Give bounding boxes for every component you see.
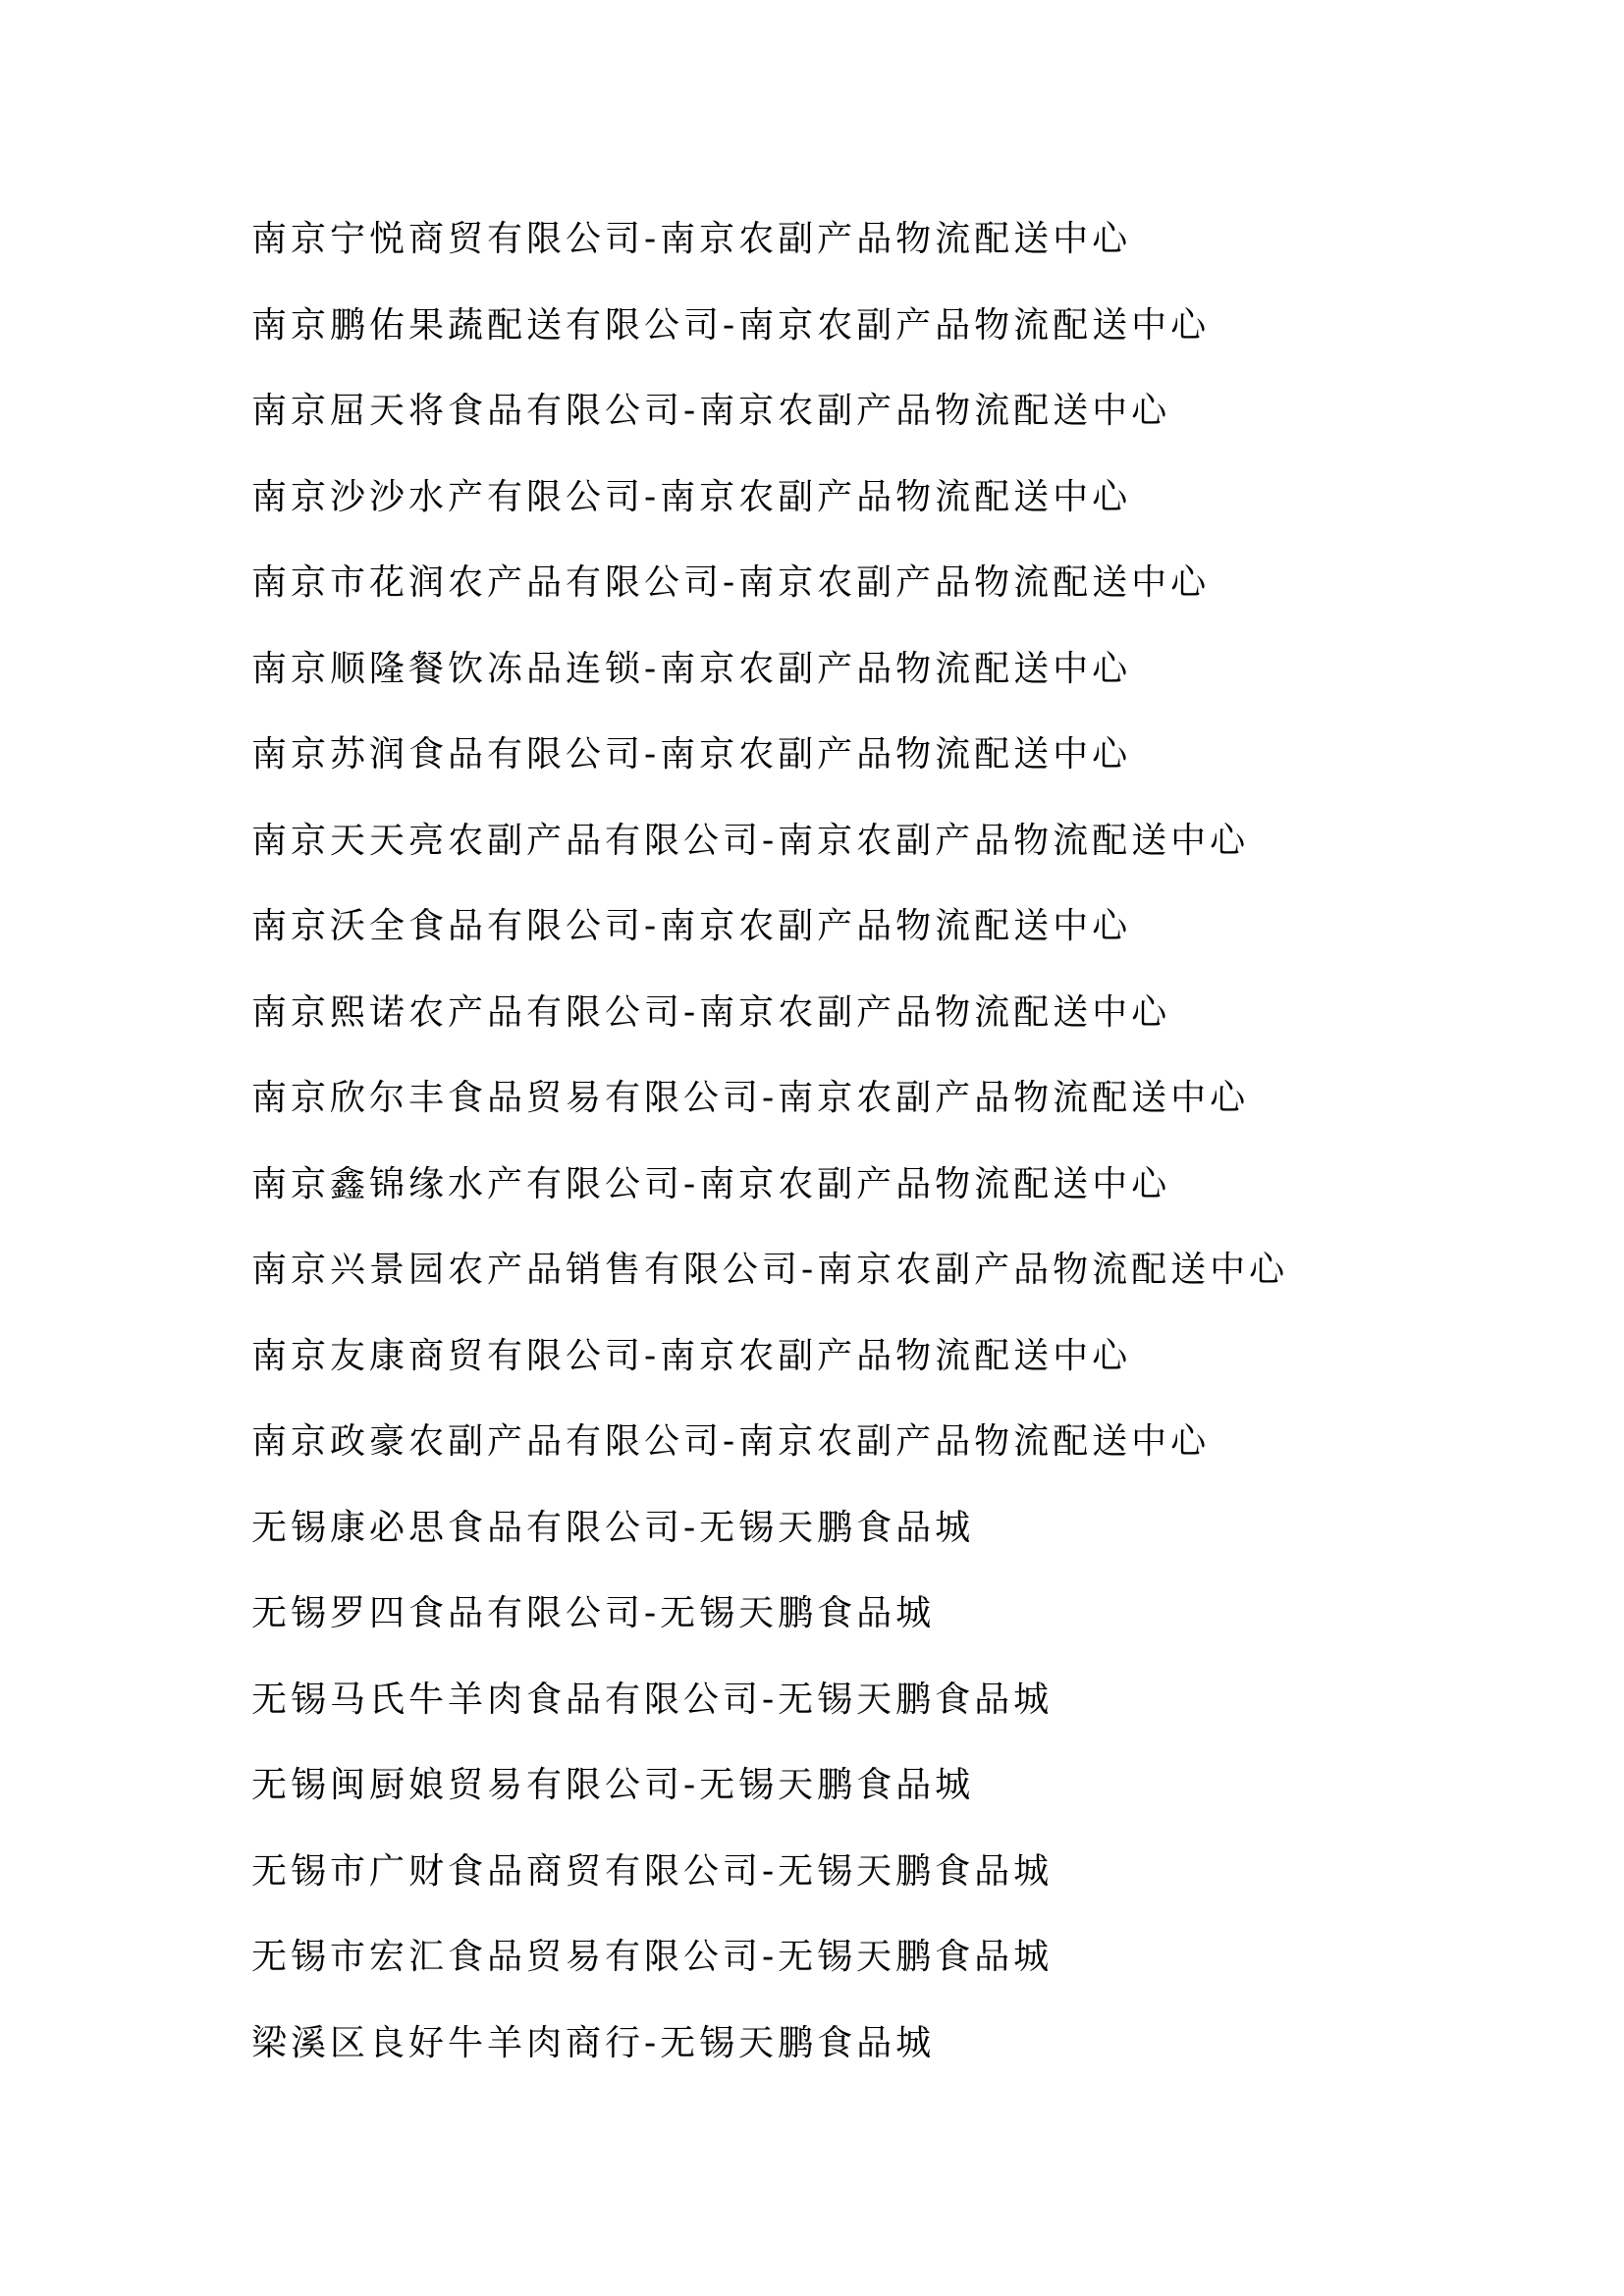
- list-item: 南京欣尔丰食品贸易有限公司-南京农副产品物流配送中心: [251, 1078, 1250, 1118]
- list-item: 无锡市广财食品商贸有限公司-无锡天鹏食品城: [251, 1850, 1054, 1892]
- list-item: 无锡康必思食品有限公司-无锡天鹏食品城: [251, 1507, 975, 1548]
- list-item: 无锡罗四食品有限公司-无锡天鹏食品城: [251, 1593, 936, 1633]
- list-item: 南京鹏佑果蔬配送有限公司-南京农副产品物流配送中心: [251, 304, 1211, 346]
- list-item: 南京沃全食品有限公司-南京农副产品物流配送中心: [251, 906, 1132, 946]
- list-item: 南京鑫锦缘水产有限公司-南京农副产品物流配送中心: [251, 1163, 1171, 1204]
- list-item: 无锡闽厨娘贸易有限公司-无锡天鹏食品城: [251, 1765, 975, 1805]
- list-item: 南京天天亮农副产品有限公司-南京农副产品物流配送中心: [251, 820, 1250, 861]
- list-item: 南京宁悦商贸有限公司-南京农副产品物流配送中心: [251, 219, 1132, 259]
- list-item: 南京友康商贸有限公司-南京农副产品物流配送中心: [251, 1335, 1132, 1376]
- list-item: 梁溪区良好牛羊肉商行-无锡天鹏食品城: [251, 2022, 936, 2063]
- list-item: 南京屈天将食品有限公司-南京农副产品物流配送中心: [251, 391, 1171, 431]
- list-item: 南京兴景园农产品销售有限公司-南京农副产品物流配送中心: [251, 1250, 1289, 1290]
- list-item: 无锡马氏牛羊肉食品有限公司-无锡天鹏食品城: [251, 1679, 1054, 1720]
- list-item: 南京市花润农产品有限公司-南京农副产品物流配送中心: [251, 562, 1211, 603]
- list-item: 无锡市宏汇食品贸易有限公司-无锡天鹏食品城: [251, 1937, 1054, 1977]
- entry-list: [251, 208, 1288, 2098]
- list-item: 南京顺隆餐饮冻品连锁-南京农副产品物流配送中心: [251, 648, 1132, 689]
- list-item: 南京熙诺农产品有限公司-南京农副产品物流配送中心: [251, 991, 1171, 1033]
- list-item: 南京苏润食品有限公司-南京农副产品物流配送中心: [251, 734, 1132, 774]
- list-item: 南京沙沙水产有限公司-南京农副产品物流配送中心: [251, 476, 1132, 517]
- list-item: 南京政豪农副产品有限公司-南京农副产品物流配送中心: [251, 1421, 1211, 1462]
